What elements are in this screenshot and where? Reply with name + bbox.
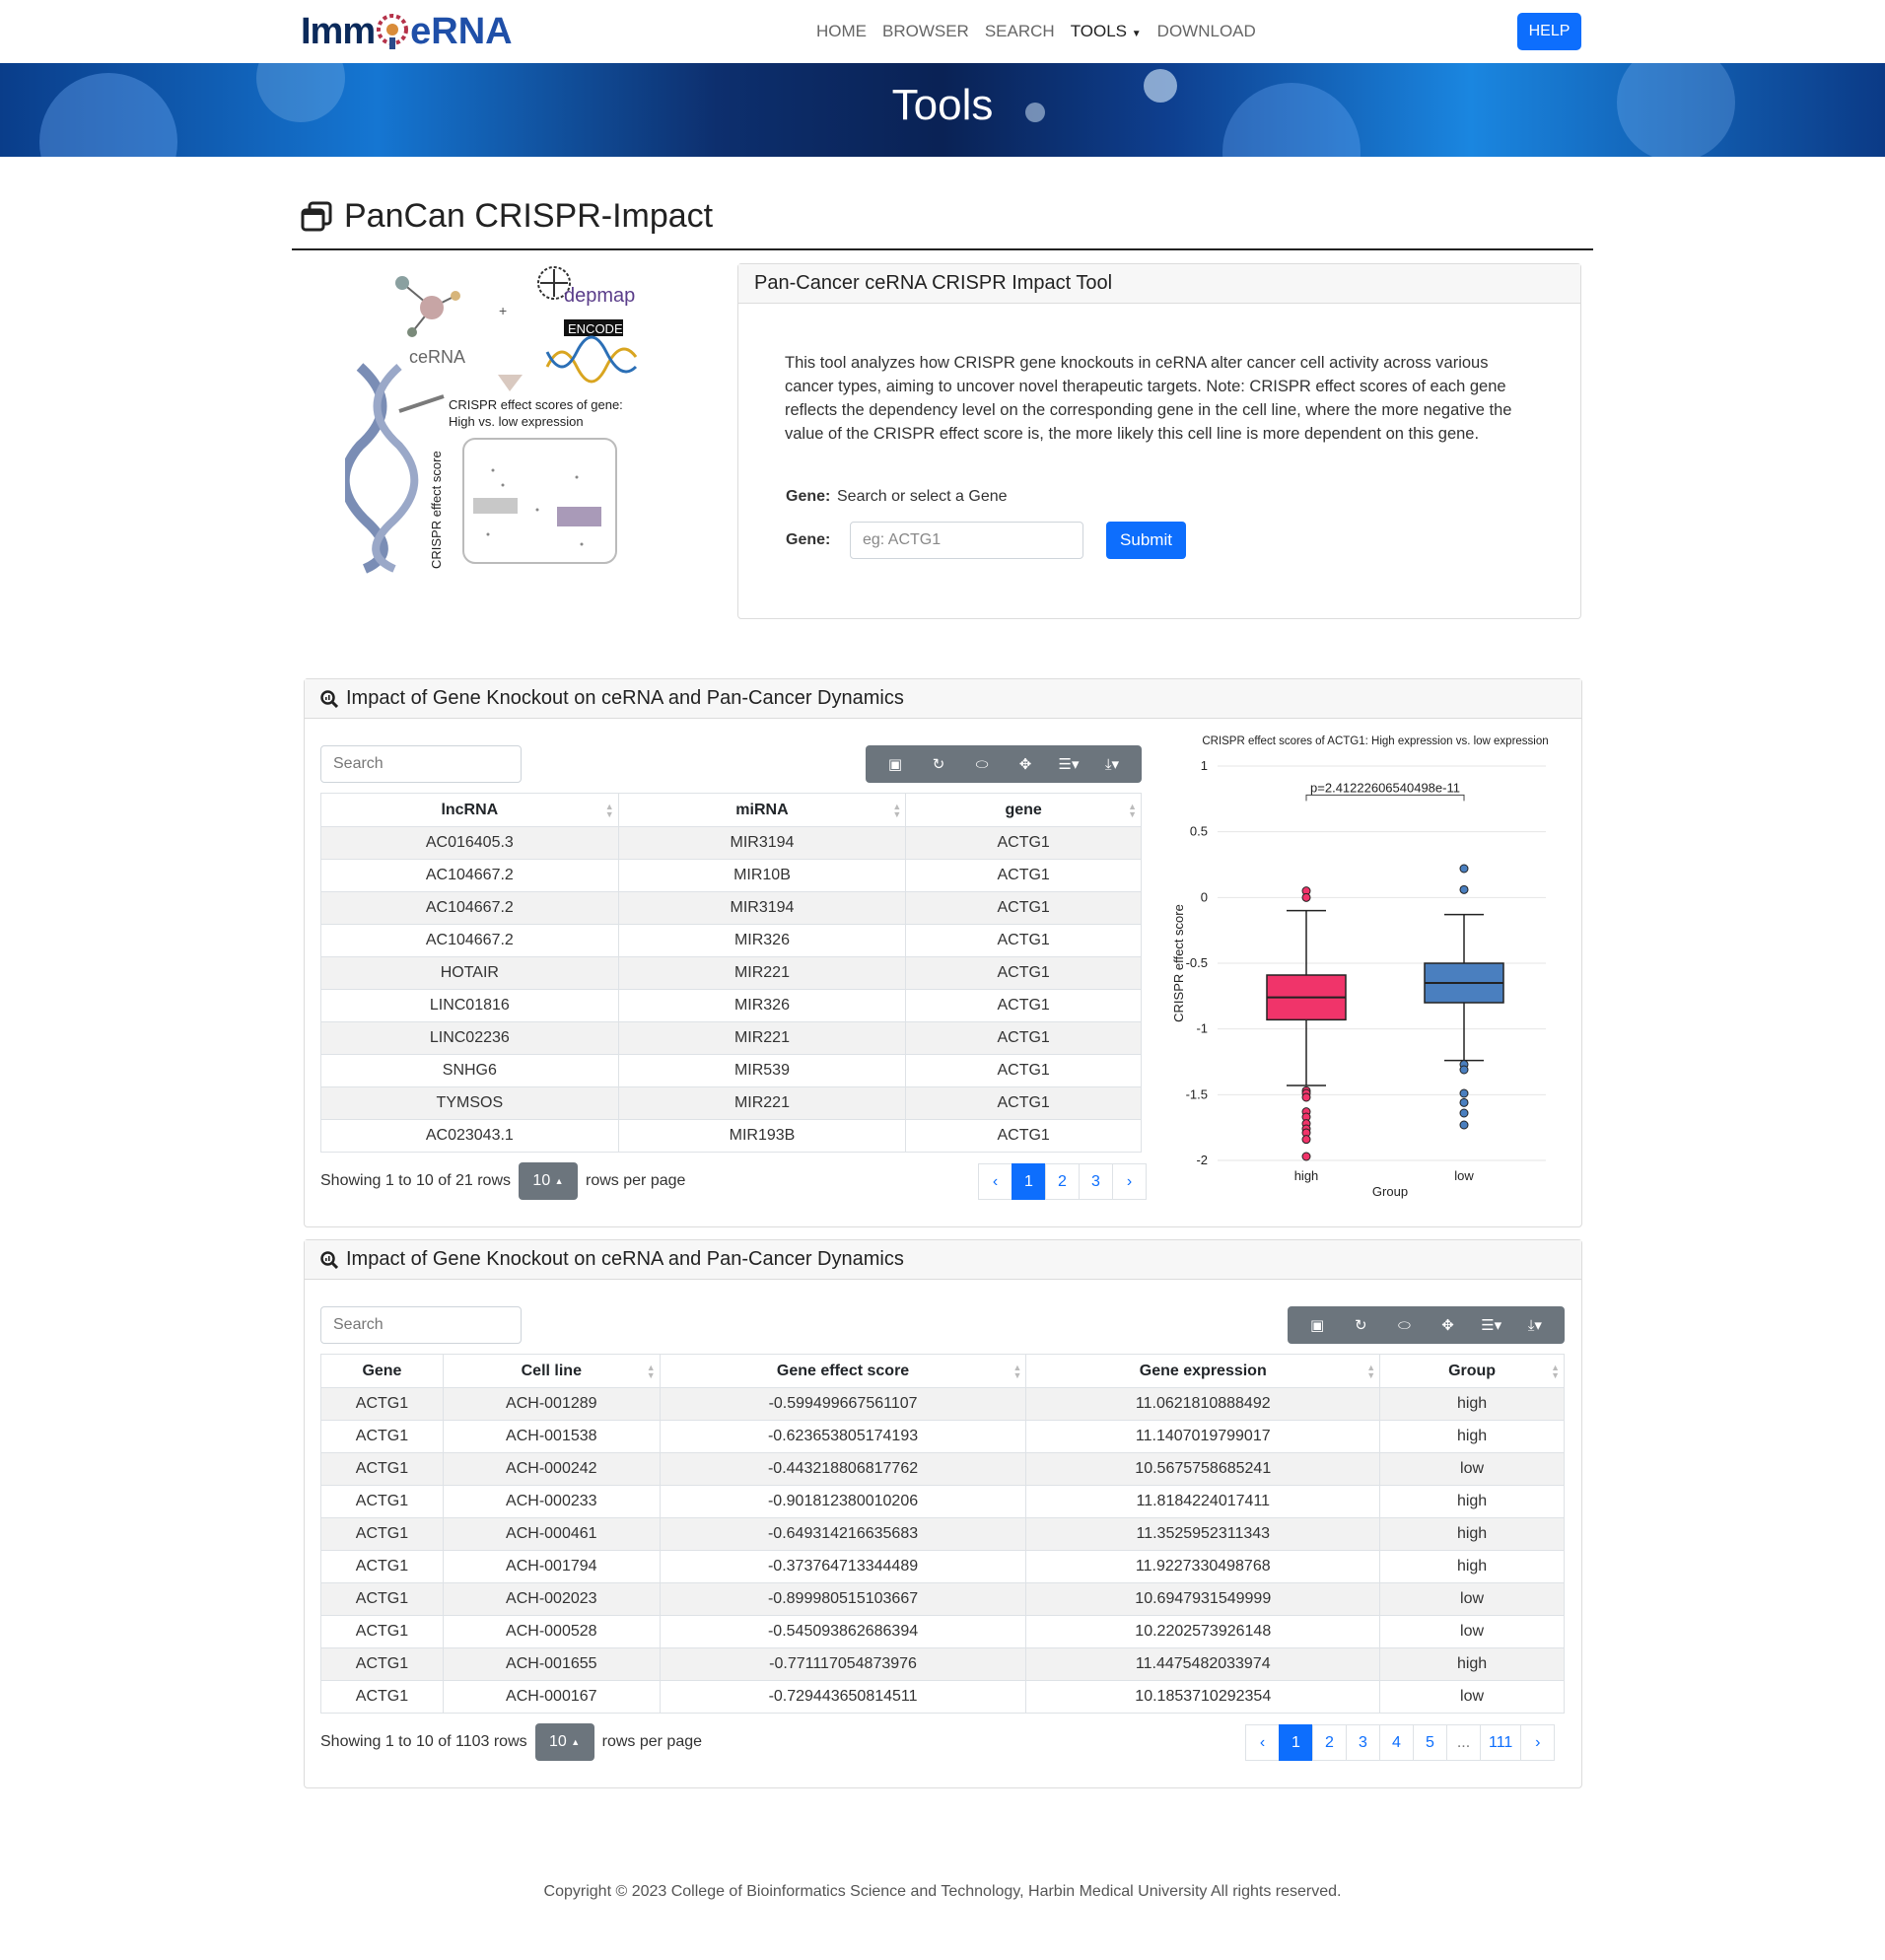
cell: ACH-000233 xyxy=(443,1486,660,1518)
outlier-point xyxy=(1460,1098,1468,1106)
table2-pagination-info xyxy=(320,1723,702,1761)
cell: 10.6947931549999 xyxy=(1026,1583,1380,1616)
toggle-view-icon[interactable]: ▣ xyxy=(1309,1316,1325,1334)
cell: low xyxy=(1380,1616,1565,1648)
table-row xyxy=(321,827,1142,860)
nav-browser[interactable]: BROWSER xyxy=(882,22,969,40)
cell: 11.1407019799017 xyxy=(1026,1421,1380,1453)
cell: ACTG1 xyxy=(321,1583,444,1616)
y-axis-label: CRISPR effect score xyxy=(1171,904,1186,1022)
table-row xyxy=(321,1648,1565,1681)
illus-caption-2: High vs. low expression xyxy=(449,414,584,429)
table-row xyxy=(321,1022,1142,1055)
col-mirna-label: miRNA xyxy=(735,801,789,818)
cell: -0.901812380010206 xyxy=(660,1486,1026,1518)
table2-showing-text: Showing 1 to 10 of 1103 rows xyxy=(320,1733,527,1750)
illus-cerna-label: ceRNA xyxy=(409,347,466,367)
y-tick-label: -1 xyxy=(1196,1020,1208,1036)
cell: ACH-000461 xyxy=(443,1518,660,1551)
ko-cerna-panel-header xyxy=(305,679,1581,719)
y-tick-label: 0.5 xyxy=(1189,823,1208,839)
table-row xyxy=(321,1421,1565,1453)
outlier-point xyxy=(1302,1153,1310,1160)
table1-toolbar xyxy=(866,745,1142,783)
cell: ACH-001538 xyxy=(443,1421,660,1453)
illus-axis-label: CRISPR effect score xyxy=(429,451,444,569)
pager-page-4[interactable]: 4 xyxy=(1379,1724,1414,1761)
cell: 11.4475482033974 xyxy=(1026,1648,1380,1681)
sort-icon: ▲ ▼ xyxy=(1012,1363,1022,1380)
caret-up-icon: ▲ xyxy=(554,1176,564,1186)
x-tick-label: low xyxy=(1454,1168,1474,1183)
cell: ACTG1 xyxy=(906,1055,1142,1087)
gene-input[interactable] xyxy=(850,522,1083,559)
cell: ACTG1 xyxy=(321,1616,444,1648)
table2-page-size-value: 10 xyxy=(549,1733,567,1750)
col-gene-effect-score-label: Gene effect score xyxy=(776,1362,910,1379)
help-button[interactable]: HELP xyxy=(1517,13,1581,50)
cell: ACH-000167 xyxy=(443,1681,660,1714)
col-gene-label: Gene xyxy=(362,1362,402,1379)
caret-up-icon: ▲ xyxy=(571,1737,581,1747)
tool-card-title: Pan-Cancer ceRNA CRISPR Impact Tool xyxy=(754,272,1113,294)
cell: ACTG1 xyxy=(321,1453,444,1486)
pager-page-last[interactable]: 111 xyxy=(1480,1724,1521,1761)
export-icon[interactable]: ⤓▾ xyxy=(1104,755,1120,773)
search-chart-icon xyxy=(320,1251,338,1269)
refresh-icon[interactable]: ↻ xyxy=(1354,1316,1367,1334)
cell: -0.649314216635683 xyxy=(660,1518,1026,1551)
cell: ACH-001794 xyxy=(443,1551,660,1583)
cell: ACTG1 xyxy=(906,1087,1142,1120)
cell: ACTG1 xyxy=(906,1022,1142,1055)
cell: 11.9227330498768 xyxy=(1026,1551,1380,1583)
refresh-icon[interactable]: ↻ xyxy=(932,755,945,773)
cellline-table-body xyxy=(321,1388,1565,1714)
cell: AC104667.2 xyxy=(321,925,619,957)
table1-pager xyxy=(979,1163,1147,1200)
illustration-graphic xyxy=(345,258,661,574)
submit-button[interactable]: Submit xyxy=(1106,522,1186,559)
table-row xyxy=(321,1518,1565,1551)
cell: -0.899980515103667 xyxy=(660,1583,1026,1616)
cell: ACTG1 xyxy=(321,1388,444,1421)
cell: HOTAIR xyxy=(321,957,619,990)
cell: TYMSOS xyxy=(321,1087,619,1120)
toggle-view-icon[interactable]: ▣ xyxy=(887,755,903,773)
cell: ACH-001289 xyxy=(443,1388,660,1421)
gene-hint-text: Search or select a Gene xyxy=(837,488,1008,505)
columns-icon[interactable]: ☰▾ xyxy=(1058,755,1080,773)
nav-tools-label: TOOLS xyxy=(1070,22,1128,40)
site-logo[interactable] xyxy=(301,8,513,55)
cell: MIR3194 xyxy=(618,892,906,925)
table1-page-size-button[interactable] xyxy=(519,1162,578,1200)
export-icon[interactable]: ⤓▾ xyxy=(1527,1316,1542,1334)
cell: ACTG1 xyxy=(906,990,1142,1022)
illus-encode-label: ENCODE xyxy=(568,321,623,336)
cell: 10.5675758685241 xyxy=(1026,1453,1380,1486)
caret-down-icon: ▼ xyxy=(1131,29,1142,39)
crispr-boxplot xyxy=(1163,735,1558,1208)
cell: 10.1853710292354 xyxy=(1026,1681,1380,1714)
cell: AC016405.3 xyxy=(321,827,619,860)
cell: ACH-002023 xyxy=(443,1583,660,1616)
table-row xyxy=(321,1453,1565,1486)
table1-search-input[interactable] xyxy=(320,745,522,783)
pager-prev[interactable]: ‹ xyxy=(978,1163,1012,1200)
pager-page-1[interactable]: 1 xyxy=(1012,1163,1046,1200)
cell: ACTG1 xyxy=(906,1120,1142,1153)
table-row xyxy=(321,1616,1565,1648)
col-cell-line-label: Cell line xyxy=(521,1362,582,1379)
navbar xyxy=(0,0,1885,63)
cell: -0.729443650814511 xyxy=(660,1681,1026,1714)
cell: low xyxy=(1380,1453,1565,1486)
pvalue-annotation: p=2.41222606540498e-11 xyxy=(1310,780,1460,796)
table2-toolbar xyxy=(1288,1306,1565,1344)
nav-home[interactable]: HOME xyxy=(816,22,867,40)
pager-ellipsis: ... xyxy=(1446,1724,1481,1761)
y-tick-label: -0.5 xyxy=(1185,955,1208,970)
cell: high xyxy=(1380,1388,1565,1421)
cell: ACTG1 xyxy=(906,827,1142,860)
cell: -0.373764713344489 xyxy=(660,1551,1026,1583)
table-header-row xyxy=(321,794,1142,827)
table-row xyxy=(321,1583,1565,1616)
illus-caption-1: CRISPR effect scores of gene: xyxy=(449,397,623,412)
table-row xyxy=(321,957,1142,990)
table-row xyxy=(321,860,1142,892)
nav-download[interactable]: DOWNLOAD xyxy=(1156,22,1256,40)
cell: MIR221 xyxy=(618,1022,906,1055)
cellline-table xyxy=(320,1354,1565,1714)
cell: ACTG1 xyxy=(321,1518,444,1551)
col-lncrna[interactable] xyxy=(321,794,619,827)
pager-page-1[interactable]: 1 xyxy=(1279,1724,1313,1761)
cell: MIR221 xyxy=(618,957,906,990)
table-row xyxy=(321,1681,1565,1714)
cell: 11.3525952311343 xyxy=(1026,1518,1380,1551)
table1-pagination-info xyxy=(320,1162,685,1200)
cerna-table xyxy=(320,793,1142,1153)
cell: -0.599499667561107 xyxy=(660,1388,1026,1421)
cell: ACH-000528 xyxy=(443,1616,660,1648)
col-gene-expression-label: Gene expression xyxy=(1139,1362,1267,1379)
table-row xyxy=(321,1486,1565,1518)
cell: MIR221 xyxy=(618,1087,906,1120)
cell: high xyxy=(1380,1518,1565,1551)
gene-input-label: Gene: xyxy=(786,531,831,548)
col-gene-label: gene xyxy=(1005,801,1042,818)
col-group[interactable] xyxy=(1380,1355,1565,1388)
table2-pager xyxy=(1246,1724,1555,1761)
tool-description: This tool analyzes how CRISPR gene knockouts in ceRNA alter cancer cell activity across various cancer types, aiming to uncover novel therapeutic targets. Note: CRISPR effect scores of each gene reflects the dependency level on the corresponding gene in the cell line, where the more negative the value of the CRISPR effect score is, the more likely this cell line is more dependent on this gene. xyxy=(785,354,1512,443)
main-nav xyxy=(808,18,1264,45)
pager-prev[interactable]: ‹ xyxy=(1245,1724,1280,1761)
col-gene-effect-score[interactable] xyxy=(660,1355,1026,1388)
pager-page-2[interactable]: 2 xyxy=(1312,1724,1347,1761)
cell: ACH-000242 xyxy=(443,1453,660,1486)
cell: ACTG1 xyxy=(321,1486,444,1518)
sort-icon: ▲ ▼ xyxy=(646,1363,656,1380)
col-gene[interactable] xyxy=(906,794,1142,827)
col-lncrna-label: lncRNA xyxy=(441,801,499,818)
outlier-point xyxy=(1460,865,1468,873)
table-row xyxy=(321,1087,1142,1120)
pager-next[interactable]: › xyxy=(1112,1163,1147,1200)
pager-page-3[interactable]: 3 xyxy=(1079,1163,1113,1200)
table-row xyxy=(321,925,1142,957)
cell: AC104667.2 xyxy=(321,892,619,925)
outlier-point xyxy=(1460,1121,1468,1129)
cell: MIR3194 xyxy=(618,827,906,860)
table-row xyxy=(321,990,1142,1022)
cell: ACTG1 xyxy=(906,925,1142,957)
footer-copyright: Copyright © 2023 College of Bioinformatics Science and Technology, Harbin Medical University All rights reserved. xyxy=(543,1883,1342,1900)
nav-search[interactable]: SEARCH xyxy=(984,22,1055,40)
window-restore-icon xyxy=(301,201,332,233)
boxplot-svg xyxy=(1163,735,1558,1208)
cell: AC023043.1 xyxy=(321,1120,619,1153)
cell: high xyxy=(1380,1551,1565,1583)
cell: MIR10B xyxy=(618,860,906,892)
table-row xyxy=(321,1055,1142,1087)
x-axis-label: Group xyxy=(1371,1184,1409,1199)
chart-title: CRISPR effect scores of ACTG1: High expression vs. low expression xyxy=(1202,735,1549,747)
page-title-text: PanCan CRISPR-Impact xyxy=(344,197,714,235)
fullscreen-icon[interactable]: ✥ xyxy=(1018,755,1032,773)
page-title xyxy=(301,197,713,236)
cell: MIR326 xyxy=(618,990,906,1022)
cell: ACTG1 xyxy=(321,1648,444,1681)
cell: -0.623653805174193 xyxy=(660,1421,1026,1453)
col-gene[interactable] xyxy=(321,1355,444,1388)
logo-text-left: Imm xyxy=(301,10,376,52)
table-row xyxy=(321,1120,1142,1153)
table-header-row xyxy=(321,1355,1565,1388)
outlier-point xyxy=(1460,1089,1468,1097)
pager-next[interactable]: › xyxy=(1520,1724,1555,1761)
cell: ACTG1 xyxy=(321,1551,444,1583)
illus-depmap-label: depmap xyxy=(564,285,636,307)
sort-icon: ▲ ▼ xyxy=(1366,1363,1376,1380)
cell: ACTG1 xyxy=(906,860,1142,892)
cell: 10.2202573926148 xyxy=(1026,1616,1380,1648)
sort-icon: ▲ ▼ xyxy=(604,802,614,819)
cell: ACTG1 xyxy=(906,892,1142,925)
outlier-point xyxy=(1302,1136,1310,1144)
pvalue-bracket xyxy=(1306,795,1464,801)
tool-card-header xyxy=(738,264,1580,304)
cell: AC104667.2 xyxy=(321,860,619,892)
cell: ACTG1 xyxy=(906,957,1142,990)
y-tick-label: -1.5 xyxy=(1185,1086,1208,1102)
cell: high xyxy=(1380,1421,1565,1453)
cell: high xyxy=(1380,1486,1565,1518)
cell: low xyxy=(1380,1583,1565,1616)
cell: -0.443218806817762 xyxy=(660,1453,1026,1486)
sort-icon: ▲ ▼ xyxy=(892,802,902,819)
toggle-icon[interactable]: ⬭ xyxy=(1397,1316,1411,1334)
table1-showing-text: Showing 1 to 10 of 21 rows xyxy=(320,1172,512,1189)
tool-illustration xyxy=(345,258,661,574)
cell: ACTG1 xyxy=(321,1421,444,1453)
fullscreen-icon[interactable]: ✥ xyxy=(1441,1316,1454,1334)
cell: SNHG6 xyxy=(321,1055,619,1087)
y-tick-label: 0 xyxy=(1200,889,1208,905)
table2-search-input[interactable] xyxy=(320,1306,522,1344)
title-divider xyxy=(292,248,1593,250)
nav-tools[interactable] xyxy=(1063,18,1150,45)
col-gene-expression[interactable] xyxy=(1026,1355,1380,1388)
outlier-point xyxy=(1302,893,1310,901)
col-cell-line[interactable] xyxy=(443,1355,660,1388)
cell: LINC02236 xyxy=(321,1022,619,1055)
outlier-point xyxy=(1302,1093,1310,1101)
outlier-point xyxy=(1460,1109,1468,1117)
table1-rows-per-page-text: rows per page xyxy=(586,1172,686,1189)
logo-text-right: eRNA xyxy=(410,10,513,52)
col-group-label: Group xyxy=(1448,1362,1497,1379)
col-mirna[interactable] xyxy=(618,794,906,827)
cell: -0.771117054873976 xyxy=(660,1648,1026,1681)
ko-cellline-panel-header xyxy=(305,1240,1581,1280)
cell: low xyxy=(1380,1681,1565,1714)
y-tick-label: 1 xyxy=(1200,758,1208,773)
page-banner xyxy=(0,63,1885,157)
sort-icon: ▲ ▼ xyxy=(1128,802,1137,819)
table2-rows-per-page-text: rows per page xyxy=(601,1733,703,1750)
pager-page-3[interactable]: 3 xyxy=(1346,1724,1380,1761)
table1-page-size-value: 10 xyxy=(532,1172,551,1189)
cell: 11.8184224017411 xyxy=(1026,1486,1380,1518)
table-row xyxy=(321,892,1142,925)
svg-text:+: + xyxy=(499,303,508,318)
outlier-point xyxy=(1460,885,1468,893)
pager-page-2[interactable]: 2 xyxy=(1045,1163,1080,1200)
columns-icon[interactable]: ☰▾ xyxy=(1481,1316,1502,1334)
logo-gear-icon xyxy=(375,12,410,51)
cell: ACH-001655 xyxy=(443,1648,660,1681)
cell: ACTG1 xyxy=(321,1681,444,1714)
x-tick-label: high xyxy=(1293,1168,1319,1183)
outlier-point xyxy=(1460,1066,1468,1074)
cell: MIR326 xyxy=(618,925,906,957)
cell: high xyxy=(1380,1648,1565,1681)
table-row xyxy=(321,1388,1565,1421)
sort-icon: ▲ ▼ xyxy=(1551,1363,1560,1380)
toggle-icon[interactable]: ⬭ xyxy=(975,755,989,773)
search-chart-icon xyxy=(320,690,338,708)
table-row xyxy=(321,1551,1565,1583)
table2-page-size-button[interactable] xyxy=(535,1723,594,1761)
ko-cellline-panel-title: Impact of Gene Knockout on ceRNA and Pan-Cancer Dynamics xyxy=(346,1248,904,1270)
ko-cerna-panel-title: Impact of Gene Knockout on ceRNA and Pan-Cancer Dynamics xyxy=(346,687,904,709)
cell: -0.545093862686394 xyxy=(660,1616,1026,1648)
cell: MIR193B xyxy=(618,1120,906,1153)
cell: 11.0621810888492 xyxy=(1026,1388,1380,1421)
gene-hint-label: Gene: xyxy=(786,488,831,505)
banner-title: Tools xyxy=(891,81,994,129)
cell: MIR539 xyxy=(618,1055,906,1087)
pager-page-5[interactable]: 5 xyxy=(1413,1724,1447,1761)
y-tick-label: -2 xyxy=(1196,1153,1208,1167)
cell: LINC01816 xyxy=(321,990,619,1022)
